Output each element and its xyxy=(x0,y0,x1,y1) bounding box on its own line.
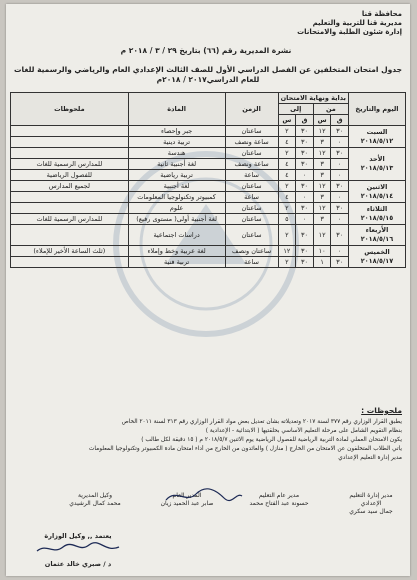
signature-exam-director xyxy=(340,492,402,516)
from-hours-cell: ١٢ xyxy=(313,148,331,159)
subject-cell: دراسات اجتماعية xyxy=(128,225,225,246)
to-minutes-cell: ٣٠ xyxy=(296,257,314,268)
header-from-hours: س xyxy=(313,115,331,126)
duration-cell: ساعة xyxy=(225,257,278,268)
signature-role: مدير إدارة التعليم الإعدادي xyxy=(349,492,393,507)
day-name: الأحد xyxy=(369,155,385,163)
note-cell xyxy=(11,257,129,268)
from-minutes-cell: ٣٠ xyxy=(331,257,349,268)
from-hours-cell: ١٢ xyxy=(313,181,331,192)
note-cell xyxy=(11,148,129,159)
to-hours-cell: ٤ xyxy=(278,137,296,148)
schedule-row xyxy=(11,181,406,192)
schedule-row xyxy=(11,126,406,137)
schedule-row xyxy=(11,257,406,268)
schedule-row xyxy=(11,137,406,148)
to-minutes-cell: ٠ xyxy=(296,214,314,225)
note-item: بنظام التقويم الشامل على مرحلة التعليم الأساسي بحلقتيها ( الابتدائية - الإعدادية ) xyxy=(205,428,402,434)
day-date: ٢٠١٨/٥/١٧ xyxy=(360,256,394,265)
day-date: ٢٠١٨/٥/١٥ xyxy=(360,213,394,222)
subject-cell: هندسة xyxy=(128,148,225,159)
day-name: السبت xyxy=(366,127,388,136)
note-item: يطبق القرار الوزاري رقم ٣٧٧ لسنة ٢٠١٧ وتعديلاته بشأن تعديل بعض مواد القرار الوزاري رقم ٣١٣ لسنة ٢٠١١ الخاص xyxy=(121,419,402,425)
schedule-row xyxy=(11,192,406,203)
note-cell: لجميع المدارس xyxy=(11,181,129,192)
signature-name: جمال سيد سكري xyxy=(349,508,393,515)
day-date: ٢٠١٨/٥/١٢ xyxy=(360,136,394,145)
duration-cell: ساعتان xyxy=(225,148,278,159)
from-hours-cell: ٣ xyxy=(313,192,331,203)
from-hours-cell: ٣ xyxy=(313,159,331,170)
handwritten-signature xyxy=(164,488,244,504)
duration-cell: ساعة xyxy=(225,192,278,203)
signature-role: مدير عام التعليم xyxy=(258,492,300,499)
note-cell: للمدارس الرسمية للغات xyxy=(11,159,129,170)
note-cell xyxy=(11,192,129,203)
from-hours-cell: ١٢ xyxy=(313,126,331,137)
duration-cell: ساعتان xyxy=(225,181,278,192)
notes-list xyxy=(14,418,402,463)
schedule-body xyxy=(11,126,406,268)
schedule-row xyxy=(11,170,406,181)
to-minutes-cell: ٣٠ xyxy=(296,137,314,148)
header-day-date: اليوم والتاريخ xyxy=(348,93,405,126)
from-hours-cell: ٣ xyxy=(313,137,331,148)
from-hours-cell: ١٢ xyxy=(313,203,331,214)
from-minutes-cell: ٠ xyxy=(331,170,349,181)
to-minutes-cell: ٠ xyxy=(296,192,314,203)
handwritten-signature xyxy=(33,541,123,557)
day-date: ٢٠١٨/٥/١٣ xyxy=(360,164,394,172)
header-from-minutes: ق xyxy=(331,115,349,126)
from-minutes-cell: ٣٠ xyxy=(331,148,349,159)
to-hours-cell: ٢ xyxy=(278,225,296,246)
duration-cell: ساعتان xyxy=(225,214,278,225)
header-to-minutes: ق xyxy=(296,115,314,126)
signature-deputy-directorate xyxy=(64,492,126,508)
to-minutes-cell: ٣٠ xyxy=(296,126,314,137)
schedule-row xyxy=(11,214,406,225)
signature-row xyxy=(14,492,402,520)
subject-cell: كمبيوتر وتكنولوجيا المعلومات xyxy=(128,192,225,203)
duration-cell: ساعتان xyxy=(225,126,278,137)
header-line-directorate: مديرية قنا للتربية والتعليم xyxy=(312,19,402,27)
note-cell xyxy=(11,225,129,246)
signature-role: وكيل المديرية xyxy=(78,492,112,499)
to-hours-cell: ٤ xyxy=(278,192,296,203)
duration-cell: ساعة ونصف xyxy=(225,137,278,148)
note-cell: (ثلث الساعة الأخير للإملاء) xyxy=(11,246,129,257)
duration-cell: ساعتان xyxy=(225,203,278,214)
signature-role: المدير العام xyxy=(172,492,202,499)
to-minutes-cell: ٣٠ xyxy=(296,159,314,170)
header-line-department: إدارة شئون الطلبة والامتحانات xyxy=(297,28,402,36)
subject-cell: جبر وإحصاء xyxy=(128,126,225,137)
schedule-row xyxy=(11,159,406,170)
notes-title: ملحوظات : xyxy=(361,406,402,415)
subject-cell: لغة عربية وخط وإملاء xyxy=(128,246,225,257)
day-name: الخميس xyxy=(364,247,390,256)
note-cell xyxy=(11,203,129,214)
note-cell: للمدارس الرسمية للغات xyxy=(11,214,129,225)
signature-name: صابر عبد الحميد زيان xyxy=(160,500,214,507)
to-minutes-cell: ٣٠ xyxy=(296,181,314,192)
to-hours-cell: ١٢ xyxy=(278,246,296,257)
subject-cell: لغة أجنبية xyxy=(128,181,225,192)
schedule-row xyxy=(11,225,406,246)
exam-schedule-table xyxy=(10,92,406,268)
day-name: الثلاثاء xyxy=(366,204,388,213)
to-hours-cell: ٢ xyxy=(278,148,296,159)
bulletin-title: نشرة المديرية رقم (٦٦) بتاريخ ٢٩ / ٣ / ٢٠١٨ م xyxy=(120,46,292,55)
from-minutes-cell: ٣٠ xyxy=(331,181,349,192)
duration-cell: ساعة ونصف xyxy=(225,159,278,170)
duration-cell: ساعة xyxy=(225,170,278,181)
schedule-row xyxy=(11,148,406,159)
subject-cell: تربية دينية xyxy=(128,137,225,148)
day-cell xyxy=(348,181,405,203)
subject-cell: لغة أجنبية ثانية xyxy=(128,159,225,170)
subject-cell: علوم xyxy=(128,203,225,214)
signature-general-director xyxy=(248,492,310,508)
schedule-row xyxy=(11,203,406,214)
from-hours-cell: ١٢ xyxy=(313,225,331,246)
header-to-hours: س xyxy=(278,115,296,126)
approval-label: يعتمد ,, وكيل الوزارة xyxy=(44,532,112,540)
note-item: مدير إدارة التعليم الإعدادي xyxy=(338,455,402,461)
from-hours-cell: ٣ xyxy=(313,214,331,225)
from-hours-cell: ٣ xyxy=(313,170,331,181)
header-time: الزمن xyxy=(225,93,278,126)
header-notes: ملحوظات xyxy=(11,93,129,126)
document-page xyxy=(6,4,410,576)
from-minutes-cell: ٠ xyxy=(331,192,349,203)
from-minutes-cell: ٣٠ xyxy=(331,225,349,246)
day-cell xyxy=(348,225,405,246)
note-cell xyxy=(11,126,129,137)
day-date: ٢٠١٨/٥/١٦ xyxy=(360,235,394,243)
to-minutes-cell: ٣٠ xyxy=(296,246,314,257)
to-hours-cell: ٤ xyxy=(278,170,296,181)
subject-cell: تربية فنية xyxy=(128,257,225,268)
day-cell xyxy=(348,203,405,225)
to-hours-cell: ٢ xyxy=(278,203,296,214)
to-minutes-cell: ٣٠ xyxy=(296,148,314,159)
final-approval xyxy=(18,532,138,569)
to-minutes-cell: ٠ xyxy=(296,170,314,181)
day-name: الاثنين xyxy=(366,182,388,191)
subject-cell: تربية رياضية xyxy=(128,170,225,181)
day-date: ٢٠١٨/٥/١٤ xyxy=(360,191,394,200)
schedule-subtitle: جدول امتحان المتخلفين عن الفصل الدراسي الأول للصف الثالث الإعدادي العام والرياضي والرسمية للغات للعام الدراسي٢٠١٧ / ٢٠١٨م xyxy=(14,65,402,84)
from-hours-cell: ١٠ xyxy=(313,246,331,257)
to-hours-cell: ٢ xyxy=(278,126,296,137)
to-hours-cell: ٢ xyxy=(278,181,296,192)
header-subject: المادة xyxy=(128,93,225,126)
note-item: يكون الامتحان العملي لمادة التربية الرياضية للفصول الرياضية يوم الاثنين ٢٠١٨/٥/٧ م ( ١٥ دقيقة لكل طالب ) xyxy=(141,437,402,443)
day-cell xyxy=(348,246,405,268)
from-minutes-cell: ٠ xyxy=(331,246,349,257)
schedule-row xyxy=(11,246,406,257)
to-hours-cell: ٢ xyxy=(278,257,296,268)
from-minutes-cell: ٣٠ xyxy=(331,126,349,137)
day-name: الأربعاء xyxy=(365,226,389,234)
note-cell xyxy=(11,137,129,148)
day-cell xyxy=(348,148,405,181)
approver-name: د / صبري خالد عثمان xyxy=(44,560,112,568)
from-minutes-cell: ٠ xyxy=(331,137,349,148)
duration-cell: ساعتان xyxy=(225,225,278,246)
to-hours-cell: ٥ xyxy=(278,214,296,225)
from-minutes-cell: ٣٠ xyxy=(331,203,349,214)
subject-cell: لغة أجنبية أولى( مستوى رفيع) xyxy=(128,214,225,225)
day-cell xyxy=(348,126,405,148)
header-start-end: بداية ونهاية الامتحان xyxy=(278,93,348,104)
header-from: من xyxy=(313,104,348,115)
to-minutes-cell: ٣٠ xyxy=(296,203,314,214)
to-minutes-cell: ٣٠ xyxy=(296,225,314,246)
header-line-governorate: محافظة قنا xyxy=(361,10,402,18)
from-hours-cell: ١ xyxy=(313,257,331,268)
from-minutes-cell: ٠ xyxy=(331,214,349,225)
duration-cell: ساعتان ونصف xyxy=(225,246,278,257)
to-hours-cell: ٤ xyxy=(278,159,296,170)
signature-name: محمد كمال الرشيدي xyxy=(69,500,121,507)
note-cell: للفصول الرياضية xyxy=(11,170,129,181)
from-minutes-cell: ٠ xyxy=(331,159,349,170)
issuer-header xyxy=(272,10,402,37)
note-item: يأتي الطلاب المتخلفون عن الامتحان من الخارج ( منازل ) والعائدون من الخارج من أداء امتحان مادة الكمبيوتر وتكنولوجيا المعلومات xyxy=(88,446,402,452)
header-to: إلى xyxy=(278,104,313,115)
signature-name: حسونة عبد الفتاح محمد xyxy=(249,500,309,507)
